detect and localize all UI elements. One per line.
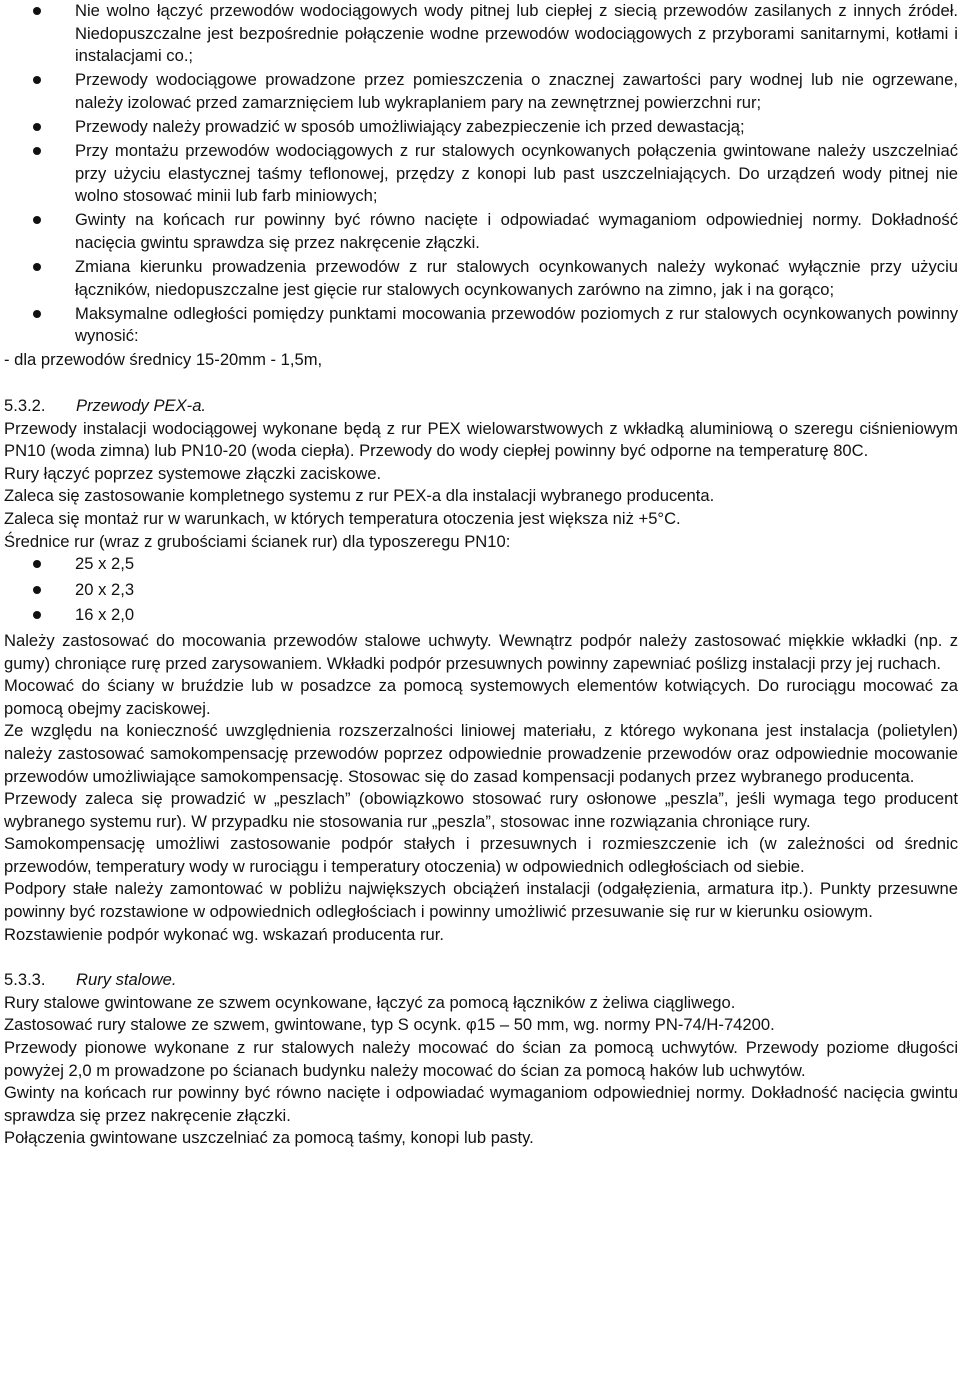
section-spacer xyxy=(4,946,958,969)
list-item xyxy=(4,553,958,576)
paragraph: Rury stalowe gwintowane ze szwem ocynkowane, łączyć za pomocą łączników z żeliwa ciągliwego. xyxy=(4,992,736,1012)
paragraph: Gwinty na końcach rur powinny być równo nacięte i odpowiadać wymaganiom odpowiedniej normy. Dokładność nacięcia gwintu sprawdza się przez nakręcenie złączki. xyxy=(4,1083,958,1125)
section-heading-pex xyxy=(4,395,958,418)
list-item xyxy=(4,256,958,301)
paragraph: Rozstawienie podpór wykonać wg. wskazań producenta rur. xyxy=(4,924,444,944)
paragraph: Przewody pionowe wykonane z rur stalowych należy mocować do ścian za pomocą uchwytów. Przewody poziome długości powyżej 2,0 m prowadzone po ścianach budynku należy mocować do ścian za pomocą haków lub uchwytów. xyxy=(4,1038,958,1080)
bullet-icon xyxy=(33,7,41,15)
list-item-text: Przewody należy prowadzić w sposób umożliwiający zabezpieczenie ich przed dewastacją; xyxy=(75,116,745,136)
paragraph: Mocować do ściany w bruździe lub w posadzce za pomocą systemowych elementów kotwiących. Do rurociągu mocować za pomocą obejmy zaciskowej. xyxy=(4,676,958,718)
paragraph: Średnice rur (wraz z grubościami ścianek rur) dla typoszeregu PN10: xyxy=(4,531,511,551)
list-item xyxy=(4,116,958,139)
list-item-text: Maksymalne odległości pomiędzy punktami mocowania przewodów poziomych z rur stalowych ocynkowanych powinny wynosić: xyxy=(75,303,958,346)
list-item xyxy=(4,0,958,68)
paragraph: Ze względu na konieczność uwzględnienia rozszerzalności liniowej materiału, z którego wykonana jest instalacja (polietylen) należy zastosować samokompensację przewodów poprzez odpowiednie prowadzenie przewodów oraz odpowiednie mocowanie przewodów umożliwiające samokompensację. Stosowac się do zasad kompensacji podanych przez wybranego producenta. xyxy=(4,721,958,786)
paragraph: Podpory stałe należy zamontować w pobliżu największych obciążeń instalacji (odgałęzienia, armatura itp.). Punkty przesuwne powinny być rozstawione w odpowiednich odległościach i powinny umożliwić przesuwanie się rur w kierunku osiowym. xyxy=(4,879,958,922)
bullet-icon xyxy=(33,560,41,568)
list-item-text: Zmiana kierunku prowadzenia przewodów z rur stalowych ocynkowanych należy wykonać wyłącznie przy użyciu łączników, niedopuszczalne jest gięcie rur stalowych ocynkowanych zarówno na zimno, jak i na gorąco; xyxy=(75,257,958,299)
bullet-icon xyxy=(33,147,41,155)
paragraph: Połączenia gwintowane uszczelniać za pomocą taśmy, konopi lub pasty. xyxy=(4,1128,534,1148)
section-spacer xyxy=(4,372,958,395)
paragraph: Rury łączyć poprzez systemowe złączki zaciskowe. xyxy=(4,463,382,483)
paragraph: Przewody zaleca się prowadzić w „peszlach” (obowiązkowo stosować rury osłonowe „peszla”, jeśli wymaga tego producent wybranego systemu rur). W przypadku nie stosowania rur „peszla”, stosowac inne rozwiązania chroniące rury. xyxy=(4,789,958,831)
requirements-list xyxy=(4,0,958,348)
list-item xyxy=(4,209,958,254)
paragraph: Przewody instalacji wodociągowej wykonane będą z rur PEX wielowarstwowych z wkładką aluminiową o szeregu ciśnieniowym PN10 (woda zimna) lub PN10-20 (woda ciepła). Przewody do wody ciepłej powinny być odporne na temperaturę 80C. xyxy=(4,418,958,461)
diameters-list xyxy=(4,553,958,627)
list-item xyxy=(4,579,958,602)
list-item xyxy=(4,303,958,348)
bullet-icon xyxy=(33,586,41,594)
list-item-text: 25 x 2,5 xyxy=(75,554,135,574)
paragraph: Zaleca się zastosowanie kompletnego systemu z rur PEX-a dla instalacji wybranego producenta. xyxy=(4,486,715,506)
section-title: Przewody PEX-a. xyxy=(76,396,207,415)
section-heading-steel xyxy=(4,969,958,992)
bullet-icon xyxy=(33,216,41,224)
paragraph: Należy zastosować do mocowania przewodów stalowe uchwyty. Wewnątrz podpór należy zastosować miękkie wkładki (np. z gumy) chroniące rurę przed zarysowaniem. Wkładki podpór przesuwnych powinny zapewniać poślizg instalacji przy jej ruchach. xyxy=(4,630,958,673)
bullet-icon xyxy=(33,76,41,84)
bullet-icon xyxy=(33,263,41,271)
list-item xyxy=(4,69,958,114)
section-number: 5.3.2. xyxy=(4,396,46,415)
list-item xyxy=(4,140,958,208)
list-item-text: Przewody wodociągowe prowadzone przez pomieszczenia o znacznej zawartości pary wodnej lub nie ogrzewane, należy izolować przed zamarznięciem lub wykraplaniem pary na zewnętrznej powierzchni rur; xyxy=(75,70,958,112)
list-item-text: Nie wolno łączyć przewodów wodociągowych wody pitnej lub ciepłej z siecią przewodów zasilanych z innych źródeł. Niedopuszczalne jest bezpośrednie połączenie wodne przewodów wodociągowych z przyborami sanitarnymi, kotłami i instalacjami co.; xyxy=(75,1,958,66)
paragraph: Zastosować rury stalowe ze szwem, gwintowane, typ S ocynk. φ15 – 50 mm, wg. normy PN-74/H-74200. xyxy=(4,1015,775,1035)
paragraph: Zaleca się montaż rur w warunkach, w których temperatura otoczenia jest większa niż +5°C. xyxy=(4,508,681,528)
list-item-text: Gwinty na końcach rur powinny być równo nacięte i odpowiadać wymaganiom odpowiedniej normy. Dokładność nacięcia gwintu sprawdza się przez nakręcenie złączki. xyxy=(75,210,958,252)
list-item-text: 16 x 2,0 xyxy=(75,605,135,625)
bullet-icon xyxy=(33,123,41,131)
list-item-text: Przy montażu przewodów wodociągowych z rur stalowych ocynkowanych połączenia gwintowane należy uszczelniać przy użyciu elastycznej taśmy teflonowej, przędzy z konopi lub past uszczelniających. Do urządzeń wody pitnej nie wolno stosować minii lub farb miniowych; xyxy=(75,141,958,206)
list-item xyxy=(4,604,958,627)
section-title: Rury stalowe. xyxy=(76,970,177,990)
spacing-note: - dla przewodów średnicy 15-20mm - 1,5m, xyxy=(4,350,323,370)
paragraph: Samokompensację umożliwi zastosowanie podpór stałych i przesuwnych i rozmieszczenie ich (w zależności od średnic przewodów, temperatury wody w rurociągu i temperatury otoczenia) w odpowiednich odległościach od siebie. xyxy=(4,834,958,876)
list-item-text: 20 x 2,3 xyxy=(75,579,135,599)
bullet-icon xyxy=(33,310,41,318)
section-number: 5.3.3. xyxy=(4,970,46,990)
bullet-icon xyxy=(33,611,41,619)
